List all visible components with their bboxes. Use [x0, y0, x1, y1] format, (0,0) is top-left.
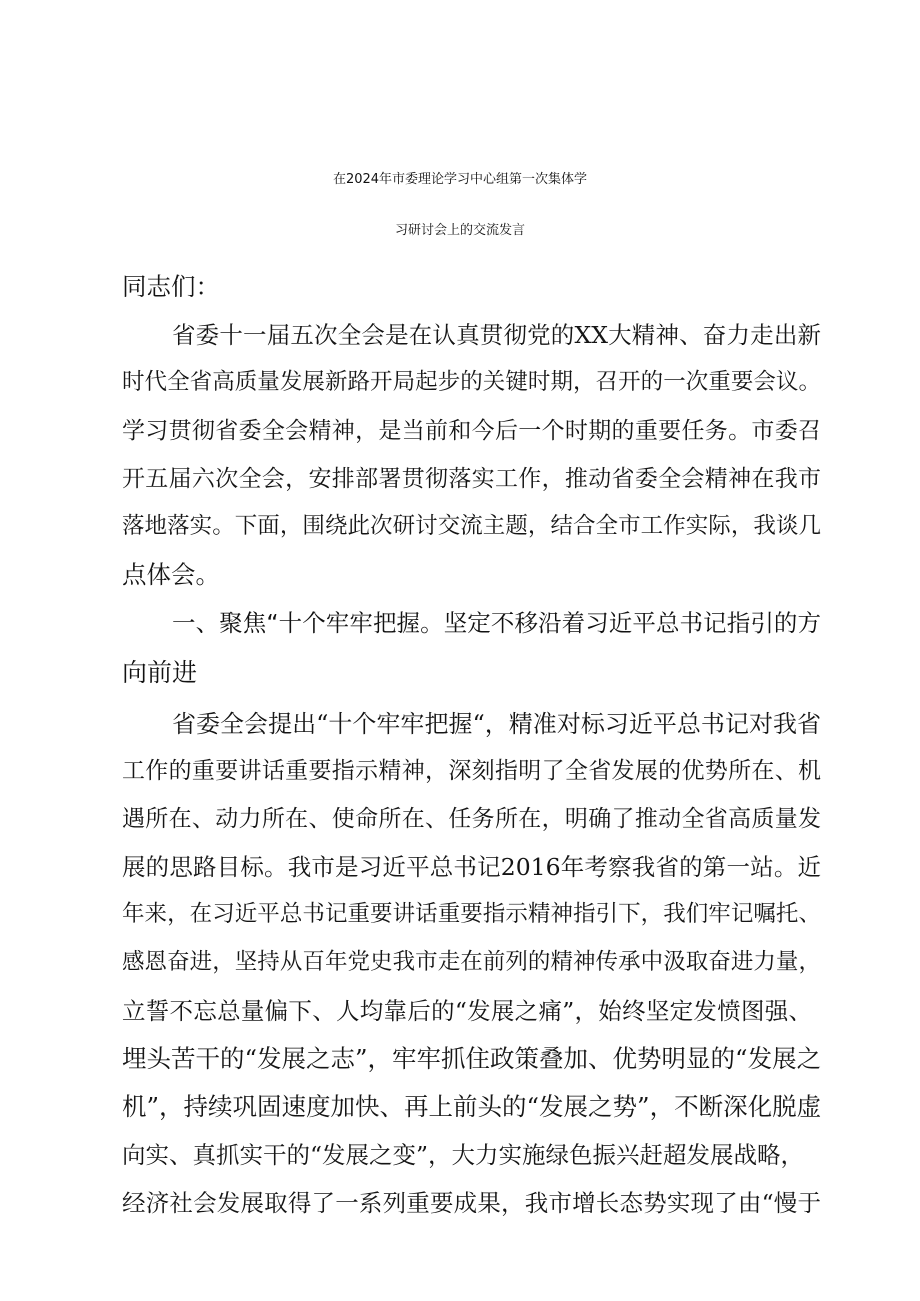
paragraph-2-line-1: 省委全会提出“十个牢牢把握“，精准对标习近平总书记对我省 — [172, 710, 821, 738]
paragraph-1-line-2: 时代全省高质量发展新路开局起步的关键时期，召开的一次重要会议。 — [122, 369, 821, 395]
paragraph-1-line-1: 省委十一届五次全会是在认真贯彻党的XX大精神、奋力走出新 — [172, 321, 821, 349]
paragraph-2-line-9: 机”，持续巩固速度加快、再上前头的“发展之势”，不断深化脱虚 — [122, 1092, 822, 1121]
paragraph-2-line-2: 工作的重要讲话重要指示精神，深刻指明了全省发展的优势所在、机 — [122, 758, 821, 784]
document-title-line-2: 习研讨会上的交流发言 — [394, 223, 525, 238]
salutation: 同志们： — [122, 272, 220, 301]
paragraph-1-line-5: 落地落实。下面，围绕此次研讨交流主题，结合全市工作实际，我谈几 — [122, 513, 821, 539]
document-title-line-1: 在2024年市委理论学习中心组第一次集体学 — [332, 172, 588, 187]
section-heading-1-line-2: 向前进 — [122, 658, 198, 687]
paragraph-1-line-4: 开五届六次全会，安排部署贯彻落实工作，推动省委全会精神在我市 — [122, 466, 821, 492]
paragraph-2-line-11: 经济社会发展取得了一系列重要成果，我市增长态势实现了由“慢于 — [122, 1189, 821, 1217]
paragraph-2-line-8: 埋头苦干的“发展之志”，牢牢抓住政策叠加、优势明显的“发展之 — [122, 1044, 822, 1073]
paragraph-2-line-5: 年来，在习近平总书记重要讲话重要指示精神指引下，我们牢记嘱托、 — [122, 901, 821, 927]
section-heading-1-line-1: 一、聚焦“十个牢牢把握。坚定不移沿着习近平总书记指引的方 — [172, 609, 821, 637]
paragraph-2-line-6: 感恩奋进，坚持从百年党史我市走在前列的精神传承中汲取奋进力量， — [122, 949, 821, 975]
paragraph-2-line-10: 向实、真抓实干的“发展之变”，大力实施绿色振兴赶超发展战略， — [122, 1141, 805, 1169]
paragraph-2-line-3: 遇所在、动力所在、使命所在、任务所在，明确了推动全省高质量发 — [122, 806, 821, 832]
paragraph-1-line-3: 学习贯彻省委全会精神，是当前和今后一个时期的重要任务。市委召 — [122, 418, 821, 444]
paragraph-2-line-7: 立誓不忘总量偏下、人均靠后的“发展之痛”，始终坚定发愤图强、 — [122, 997, 812, 1025]
paragraph-1-line-6: 点体会。 — [122, 560, 220, 589]
paragraph-2-line-4: 展的思路目标。我市是习近平总书记2016年考察我省的第一站。近 — [122, 853, 821, 881]
